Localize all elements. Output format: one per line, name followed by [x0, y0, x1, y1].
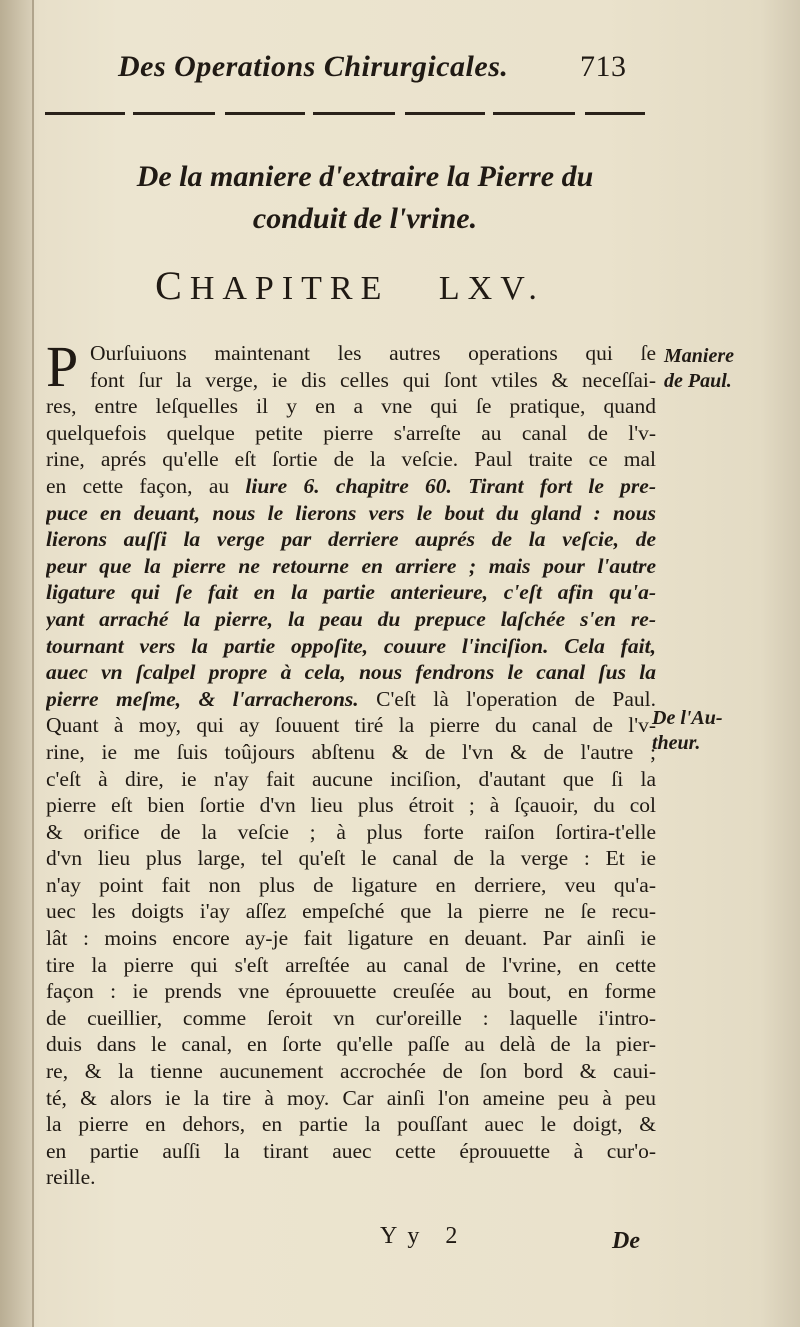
gutter-line — [32, 0, 34, 1327]
chapter-initial: C — [155, 263, 190, 308]
text-line: res, entre leſquelles il y en a vne qui ſe pratique, quand — [46, 394, 656, 419]
text-line: n'ay point fait non plus de ligature en derriere, veu qu'a- — [46, 872, 656, 897]
text-line: font ſur la verge, ie dis celles qui ſont vtiles & neceſſai- — [90, 367, 656, 392]
text-fragment: C'eſt là l'operation de Paul. — [376, 686, 656, 711]
margin-note-line: theur. — [652, 732, 701, 754]
text-line: en partie auſſi la tirant auec cette éprouuette à cur'o- — [46, 1138, 656, 1163]
catchword: De — [612, 1228, 640, 1254]
text-fragment: en cette façon, au — [46, 473, 230, 498]
margin-note-author — [652, 706, 723, 756]
text-line: re, & la tienne aucunement accrochée de ſon bord & caui- — [46, 1059, 656, 1084]
text-line: pierre eſt bien ſortie d'vn lieu plus étroit ; à ſçauoir, du col — [46, 793, 656, 818]
text-line: Quant à moy, qui ay ſouuent tiré la pierre du canal de l'v- — [46, 713, 656, 738]
italic-citation: liure 6. chapitre 60. Tirant fort le pre- — [245, 473, 656, 498]
margin-note-line: De l'Au- — [652, 707, 723, 729]
italic-line: peur que la pierre ne retourne en arriere ; mais pour l'autre — [46, 553, 656, 578]
margin-note-line: Maniere — [664, 345, 734, 367]
italic-fragment: pierre meſme, & l'arracherons. — [46, 686, 359, 711]
text-line: duis dans le canal, en ſorte qu'elle paſſe au delà de la pier- — [46, 1032, 656, 1057]
margin-note-paul — [664, 344, 734, 394]
chapter-number: LXV. — [438, 270, 545, 307]
signature-mark: Yy 2 — [380, 1223, 468, 1249]
text-line: c'eſt à dire, ie n'ay fait aucune inciſion, d'autant que ſi la — [46, 766, 656, 791]
text-line: rine, ie me ſuis toûjours abſtenu & de l'vn & de l'autre ; — [46, 739, 656, 764]
page-gutter — [0, 0, 32, 1327]
body-text — [46, 334, 656, 1191]
text-line: uec les doigts i'ay aſſez empeſché que la pierre ne ſe recu- — [46, 899, 656, 924]
italic-line: tournant vers la partie oppoſite, couure l'inciſion. Cela fait, — [46, 633, 656, 658]
text-line: rine, aprés qu'elle eſt ſortie de la veſcie. Paul traite ce mal — [46, 447, 656, 472]
drop-cap: P — [46, 334, 79, 399]
page-number: 713 — [580, 50, 627, 83]
italic-line: auec vn ſcalpel propre à cela, nous fendrons le canal ſus la — [46, 660, 656, 685]
section-heading-line-2: conduit de l'vrine. — [252, 202, 478, 235]
section-heading-line-1: De la maniere d'extraire la Pierre du — [136, 160, 594, 193]
header-rule — [45, 112, 645, 115]
text-line: d'vn lieu plus large, tel qu'eſt le canal de la verge : Et ie — [46, 846, 656, 871]
text-line: Ourſuiuons maintenant les autres operations qui ſe — [90, 341, 656, 365]
italic-line: puce en deuant, nous le lierons vers le bout du gland : nous — [46, 500, 656, 525]
running-title: Des Operations Chirurgicales. — [118, 50, 509, 83]
text-line: de cueillier, comme ſeroit vn cur'oreille : laquelle i'intro- — [46, 1005, 656, 1030]
italic-line: lierons auſſi la verge par derriere auprés de la veſcie, de — [46, 527, 656, 552]
text-line: la pierre en dehors, en partie la pouſſant auec le doigt, & — [46, 1112, 656, 1137]
italic-line: yant arraché la pierre, la peau du prepuce laſchée s'en re- — [46, 606, 656, 631]
text-line: quelquefois quelque petite pierre s'arreſte au canal de l'v- — [46, 420, 656, 445]
text-line: lât : moins encore ay-je fait ligature en deuant. Par ainſi ie — [46, 926, 656, 951]
text-line: té, & alors ie la tire à moy. Car ainſi l'on ameine peu à peu — [46, 1085, 656, 1110]
italic-line: ligature qui ſe fait en la partie anterieure, c'eſt afin qu'a- — [46, 580, 656, 605]
text-line: façon : ie prends vne éprouuette creuſée au bout, en forme — [46, 979, 656, 1004]
text-line — [46, 473, 656, 500]
text-line — [46, 686, 656, 713]
text-line: tire la pierre qui s'eſt arreſtée au canal de l'vrine, en cette — [46, 952, 656, 977]
text-line: & orifice de la veſcie ; à plus forte raiſon ſortira-t'elle — [46, 819, 656, 844]
chapter-word: HAPITRE — [189, 270, 390, 307]
text-line: reille. — [46, 1165, 96, 1190]
margin-note-line: de Paul. — [664, 370, 732, 392]
chapter-title — [100, 262, 600, 309]
